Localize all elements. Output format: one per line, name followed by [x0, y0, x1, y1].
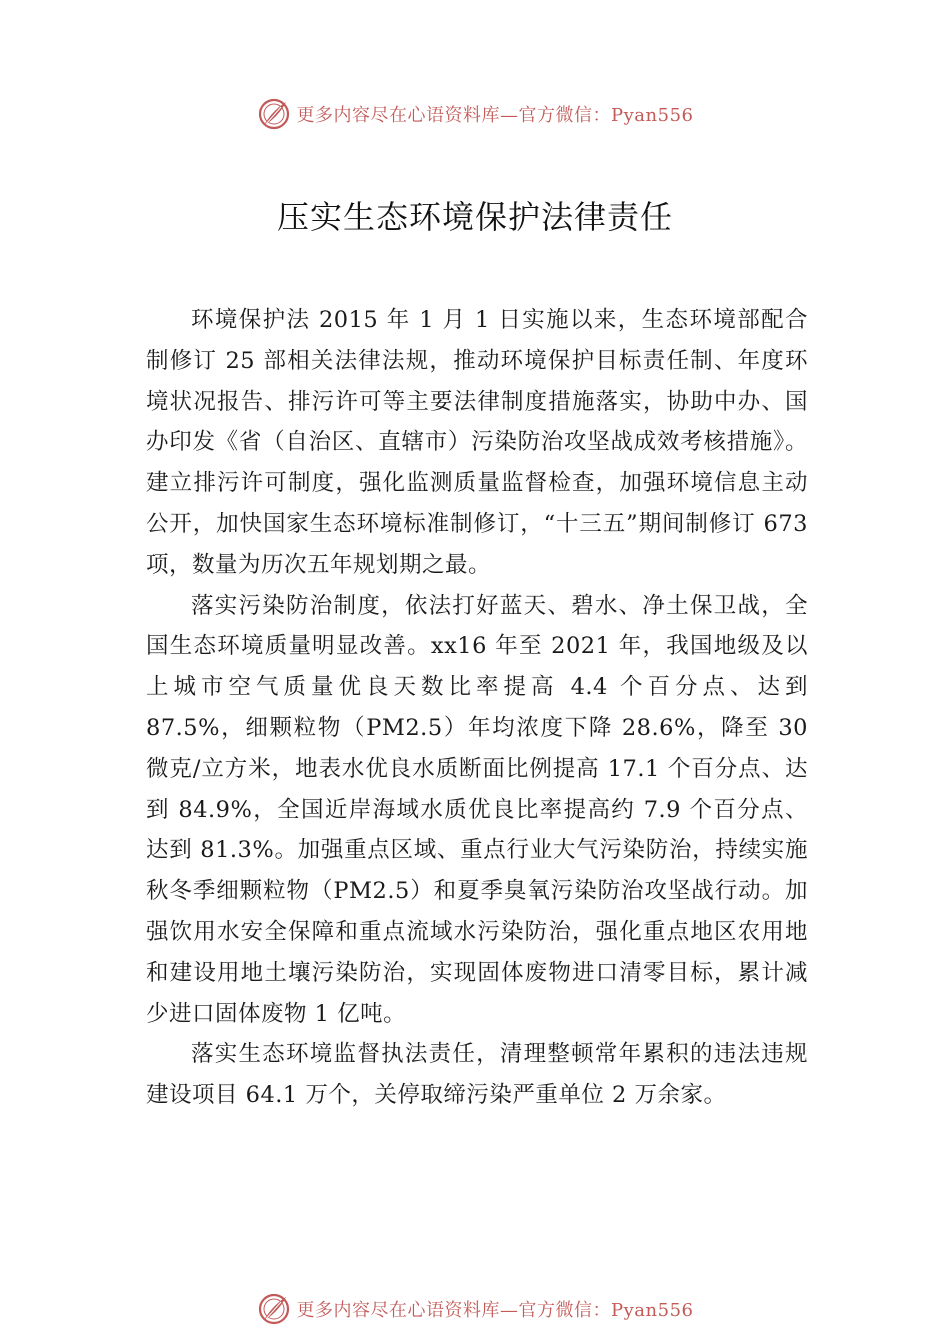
document-body [146, 300, 808, 1116]
paragraph: 落实污染防治制度，依法打好蓝天、碧水、净土保卫战，全国生态环境质量明显改善。xx16 年至 2021 年，我国地级及以上城市空气质量优良天数比率提高 4.4 个百分点、达到 87.5%，细颗粒物（PM2.5）年均浓度下降 28.6%，降至 30 微克/立方米，地表水优良水质断面比例提高 17.1 个百分点、达到 84.9%，全国近岸海域水质优良比率提高约 7.9 个百分点、达到 81.3%。加强重点区域、重点行业大气污染防治，持续实施秋冬季细颗粒物（PM2.5）和夏季臭氧污染防治攻坚战行动。加强饮用水安全保障和重点流域水污染防治，强化重点地区农用地和建设用地土壤污染防治，实现固体废物进口清零目标，累计减少进口固体废物 1 亿吨。 [146, 592, 808, 1027]
paragraph: 环境保护法 2015 年 1 月 1 日实施以来，生态环境部配合制修订 25 部相关法律法规，推动环境保护目标责任制、年度环境状况报告、排污许可等主要法律制度措施落实，协助中办、国办印发《省（自治区、直辖市）污染防治攻坚战成效考核措施》。建立排污许可制度，强化监测质量监督检查，加强环境信息主动公开，加快国家生态环境标准制修订，“十三五”期间制修订 673 项，数量为历次五年规划期之最。 [146, 307, 808, 578]
feather-pen-seal-icon [257, 97, 291, 131]
banner-text: 更多内容尽在心语资料库—官方微信：Pyan556 [296, 105, 694, 126]
paragraph: 落实生态环境监督执法责任，清理整顿常年累积的违法违规建设项目 64.1 万个，关停取缔污染严重单位 2 万余家。 [146, 1041, 808, 1109]
footer-banner [0, 1289, 950, 1329]
banner-text: 更多内容尽在心语资料库—官方微信：Pyan556 [296, 1300, 694, 1321]
document-title: 压实生态环境保护法律责任 [276, 198, 673, 236]
header-banner [0, 94, 950, 134]
feather-pen-seal-icon [257, 1292, 291, 1326]
